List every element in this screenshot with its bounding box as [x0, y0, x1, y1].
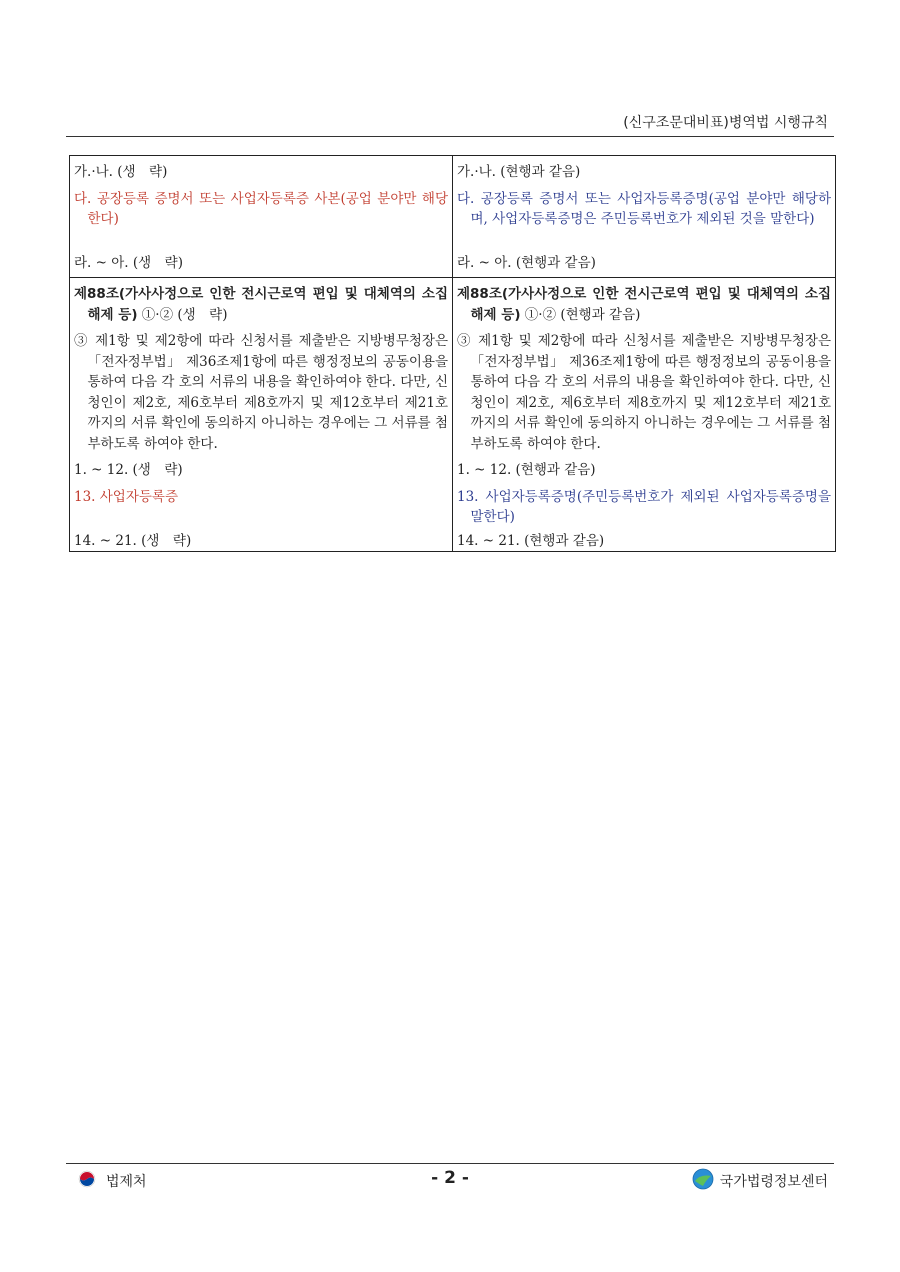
page-number: - 2 - — [431, 1168, 469, 1188]
new-row-item-13: 13. 사업자등록증명(주민등록번호가 제외된 사업자등록증명을 말한다) — [453, 481, 836, 531]
new-row-2: 다. 공장등록 증명서 또는 사업자등록증명(공업 분야만 해당하며, 사업자등록증명은 주민등록번호가 제외된 것을 말한다) — [453, 183, 836, 253]
footer-right — [692, 1168, 828, 1194]
new-row-1: 가.·나. (현행과 같음) — [453, 156, 836, 183]
old-article-title: 제88조(가사사정으로 인한 전시근로역 편입 및 대체역의 소집해제 등) — [74, 286, 448, 323]
old-row-2: 다. 공장등록 증명서 또는 사업자등록증 사본(공업 분야만 해당한다) — [70, 183, 453, 253]
comparison-table — [69, 155, 836, 552]
header-divider — [66, 136, 834, 137]
old-row-3: 라. ~ 아. (생 략) — [70, 253, 453, 278]
old-article-rest: ①·② (생 략) — [137, 306, 228, 323]
old-row-1: 가.·나. (생 략) — [70, 156, 453, 183]
new-row-items-14-21: 14. ~ 21. (현행과 같음) — [453, 531, 836, 552]
footer-right-label: 국가법령정보센터 — [719, 1174, 828, 1190]
new-article-88-heading — [453, 278, 836, 326]
old-article-88-heading — [70, 278, 453, 326]
footer-divider — [66, 1163, 834, 1164]
new-row-3: 라. ~ 아. (현행과 같음) — [453, 253, 836, 278]
new-article-rest: ①·② (현행과 같음) — [520, 306, 641, 323]
old-row-items-1-12: 1. ~ 12. (생 략) — [70, 454, 453, 481]
new-article-title: 제88조(가사사정으로 인한 전시근로역 편입 및 대체역의 소집해제 등) — [457, 286, 831, 323]
footer-left-label: 법제처 — [106, 1174, 147, 1190]
old-paragraph-3: ③ 제1항 및 제2항에 따라 신청서를 제출받은 지방병무청장은 「전자정부법」 제36조제1항에 따른 행정정보의 공동이용을 통하여 다음 각 호의 서류의 내용을 확인하여야 한다. 다만, 신청인이 제2호, 제6호부터 제8호까지 및 제12호부터 제21호까지의 서류 확인에 동의하지 아니하는 경우에는 그 서류를 첨부하도록 하여야 한다. — [70, 325, 453, 454]
document-header-title: (신구조문대비표)병역법 시행규칙 — [623, 115, 828, 131]
new-row-items-1-12: 1. ~ 12. (현행과 같음) — [453, 454, 836, 481]
old-row-item-13: 13. 사업자등록증 — [70, 481, 453, 531]
old-row-items-14-21: 14. ~ 21. (생 략) — [70, 531, 453, 552]
law-center-logo-icon — [692, 1168, 714, 1194]
new-paragraph-3: ③ 제1항 및 제2항에 따라 신청서를 제출받은 지방병무청장은 「전자정부법」 제36조제1항에 따른 행정정보의 공동이용을 통하여 다음 각 호의 서류의 내용을 확인하여야 한다. 다만, 신청인이 제2호, 제6호부터 제8호까지 및 제12호부터 제21호까지의 서류 확인에 동의하지 아니하는 경우에는 그 서류를 첨부하도록 하여야 한다. — [453, 325, 836, 454]
